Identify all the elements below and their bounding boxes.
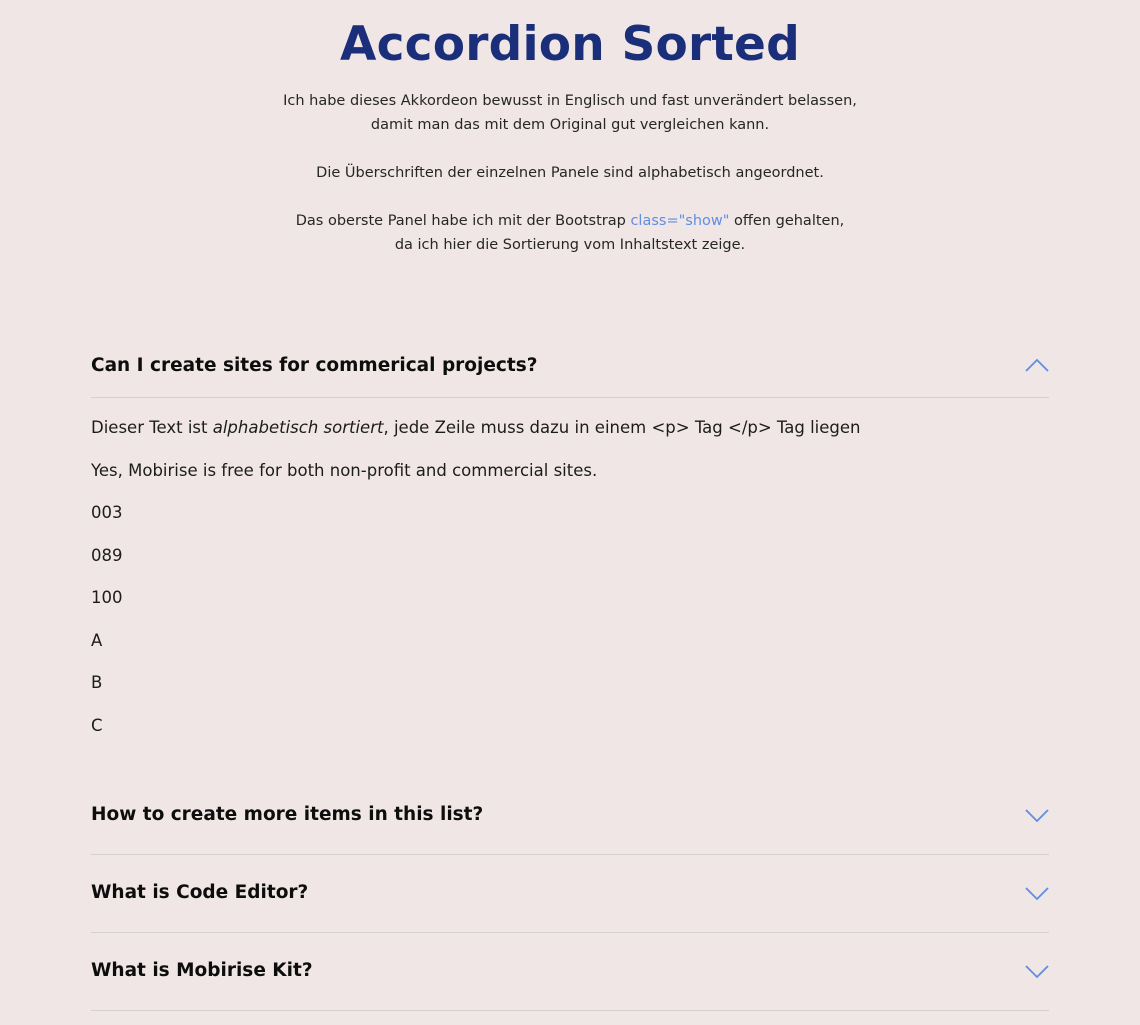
panel-line: 089 — [91, 545, 123, 565]
accordion-title: What is Mobirise Kit? — [91, 959, 313, 981]
panel-line: 100 — [91, 588, 123, 607]
intro-paragraph-1 — [0, 89, 1140, 137]
intro-paragraph-3 — [0, 209, 1140, 257]
page-title: Accordion Sorted — [340, 17, 800, 72]
intro-line-3: Die Überschriften der einzelnen Panele sind alphabetisch angeordnet. — [316, 165, 824, 181]
accordion-panel-commercial — [91, 398, 1049, 777]
panel-line: Yes, Mobirise is free for both non-profit and commercial sites. — [91, 460, 598, 480]
intro-line-5: da ich hier die Sortierung vom Inhaltstext zeige. — [394, 237, 746, 253]
accordion — [91, 335, 1049, 1011]
intro-line-4-post: offen gehalten, — [729, 213, 845, 229]
accordion-header-mobirise-kit[interactable] — [91, 933, 1049, 1011]
panel-line: A — [91, 630, 103, 650]
panel-line-first — [91, 415, 1049, 441]
panel-line-first-post: , jede Zeile muss dazu in einem <p> Tag </p> Tag liegen — [383, 418, 861, 437]
intro-line-2: damit man das mit dem Original gut vergleichen kann. — [370, 117, 770, 133]
accordion-item-commercial — [91, 335, 1049, 777]
accordion-item-code-editor — [91, 855, 1049, 933]
panel-line: C — [91, 715, 103, 735]
accordion-header-code-editor[interactable] — [91, 855, 1049, 933]
accordion-item-more-items — [91, 777, 1049, 855]
accordion-title: Can I create sites for commerical projects? — [91, 355, 538, 376]
intro-code-snippet: class="show" — [630, 213, 730, 229]
accordion-header-more-items[interactable] — [91, 777, 1049, 855]
chevron-up-icon[interactable] — [1025, 354, 1049, 378]
chevron-down-icon[interactable] — [1025, 959, 1049, 983]
accordion-item-mobirise-kit — [91, 933, 1049, 1011]
accordion-title: How to create more items in this list? — [91, 803, 484, 825]
panel-line-first-pre: Dieser Text ist — [91, 418, 213, 437]
accordion-title: What is Code Editor? — [91, 881, 309, 903]
panel-line-first-em: alphabetisch sortiert — [212, 418, 384, 437]
panel-line: B — [91, 673, 103, 692]
intro-paragraph-2 — [0, 161, 1140, 185]
intro-text — [0, 89, 1140, 257]
panel-line: 003 — [91, 503, 123, 522]
accordion-header-commercial[interactable] — [91, 335, 1049, 398]
intro-line-4-pre: Das oberste Panel habe ich mit der Bootstrap — [295, 213, 631, 229]
intro-line-1: Ich habe dieses Akkordeon bewusst in Englisch und fast unverändert belassen, — [283, 93, 857, 109]
chevron-down-icon[interactable] — [1025, 803, 1049, 827]
chevron-down-icon[interactable] — [1025, 881, 1049, 905]
